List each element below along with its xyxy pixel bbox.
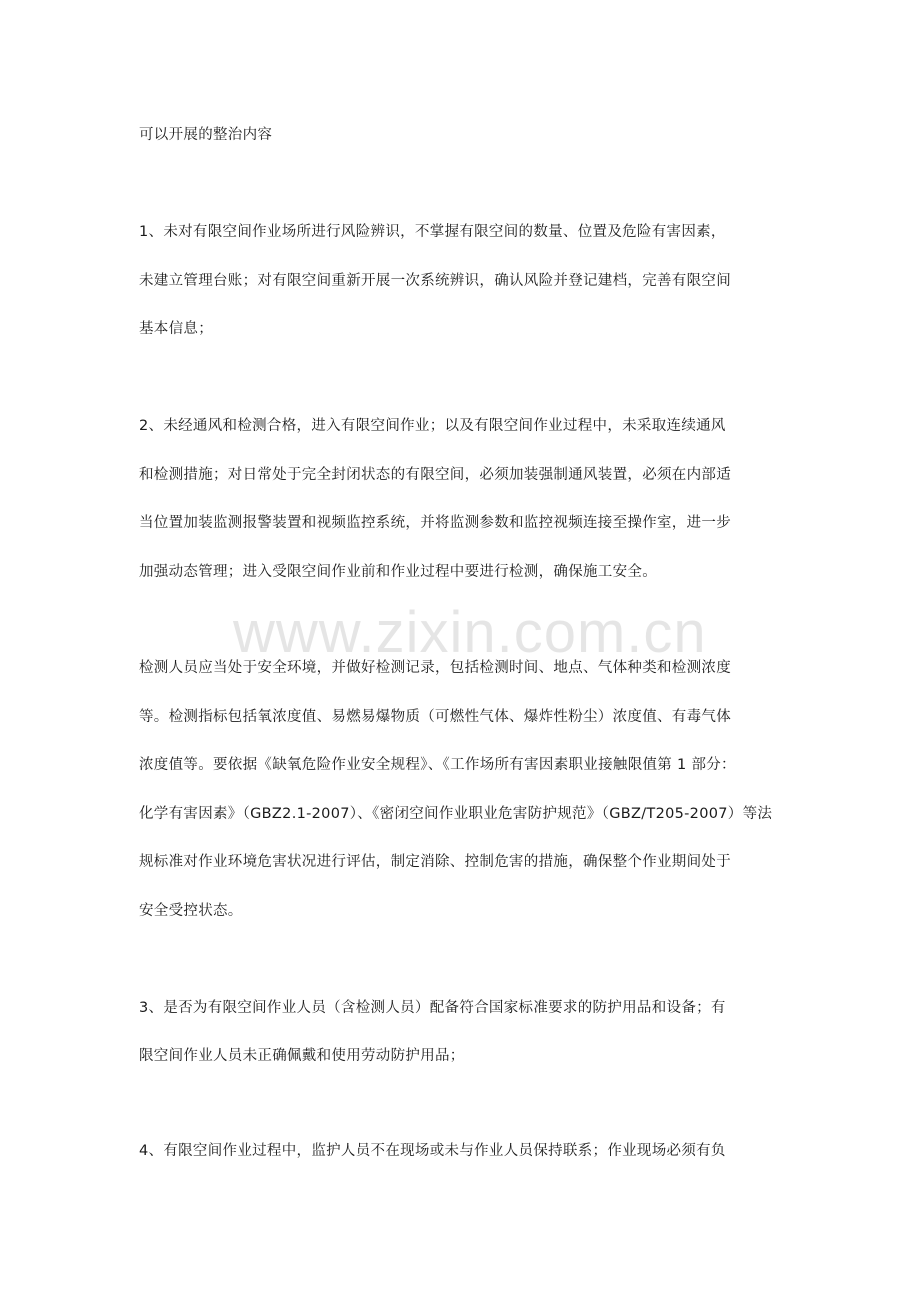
paragraph-1-line-2: 未建立管理台账；对有限空间重新开展一次系统辨识，确认风险并登记建档，完善有限空间: [139, 273, 731, 289]
paragraph-3-line-6: 安全受控状态。: [139, 903, 243, 919]
paragraph-3-line-1: 检测人员应当处于安全环境，并做好检测记录，包括检测时间、地点、气体种类和检测浓度: [139, 660, 731, 676]
paragraph-2-line-2: 和检测措施；对日常处于完全封闭状态的有限空间，必须加装强制通风装置，必须在内部适: [139, 467, 731, 483]
paragraph-2-line-1: 2、未经通风和检测合格，进入有限空间作业；以及有限空间作业过程中，未采取连续通风: [139, 418, 726, 434]
paragraph-2-line-3: 当位置加装监测报警装置和视频监控系统，并将监测参数和监控视频连接至操作室，进一步: [139, 515, 731, 531]
paragraph-4-line-1: 3、是否为有限空间作业人员（含检测人员）配备符合国家标准要求的防护用品和设备；有: [139, 1000, 726, 1016]
watermark: www.zixin.com.cn: [233, 600, 707, 665]
paragraph-3-line-5: 规标准对作业环境危害状况进行评估，制定消除、控制危害的措施，确保整个作业期间处于: [139, 854, 731, 870]
paragraph-3-line-4: 化学有害因素》（GBZ2.1-2007）、《密闭空间作业职业危害防护规范》（GBZ/T205-2007）等法: [139, 806, 773, 822]
paragraph-2-line-4: 加强动态管理；进入受限空间作业前和作业过程中要进行检测，确保施工安全。: [139, 564, 657, 580]
document-title: 可以开展的整治内容: [139, 127, 273, 143]
paragraph-5-line-1: 4、有限空间作业过程中，监护人员不在现场或未与作业人员保持联系；作业现场必须有负: [139, 1143, 726, 1159]
paragraph-4-line-2: 限空间作业人员未正确佩戴和使用劳动防护用品；: [139, 1048, 465, 1064]
paragraph-3-line-3: 浓度值等。要依据《缺氧危险作业安全规程》、《工作场所有害因素职业接触限值第 1 部分：: [139, 757, 736, 773]
paragraph-3-line-2: 等。检测指标包括氧浓度值、易燃易爆物质（可燃性气体、爆炸性粉尘）浓度值、有毒气体: [139, 709, 731, 725]
paragraph-1-line-3: 基本信息；: [139, 321, 213, 337]
paragraph-1-line-1: 1、未对有限空间作业场所进行风险辨识，不掌握有限空间的数量、位置及危险有害因素，: [139, 224, 726, 240]
